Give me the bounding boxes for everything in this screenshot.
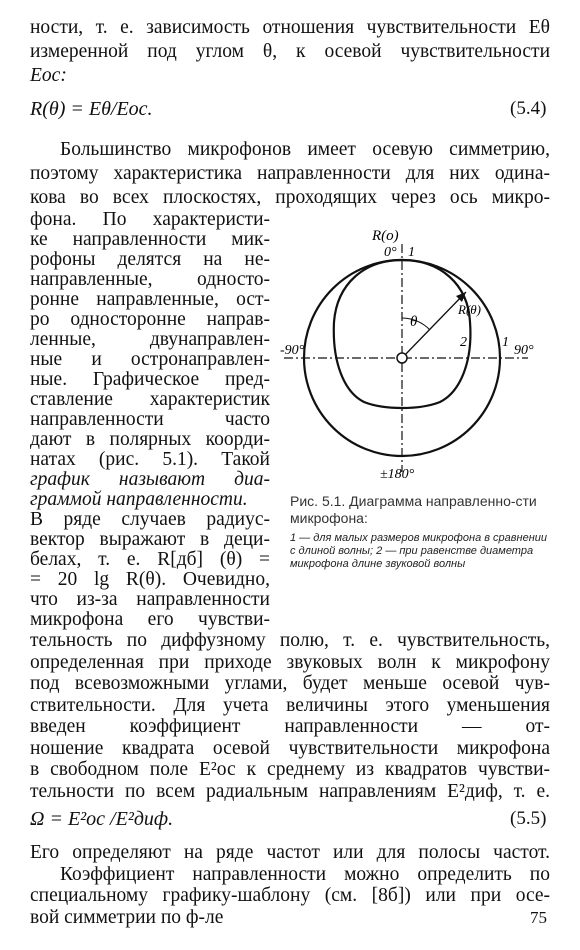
text-line: направленные, односто- [30, 269, 270, 290]
text-line: тельности по всем радиальным направлениям E²диф, т. е. [30, 780, 550, 802]
text-line: вой симметрии по ф-ле [30, 906, 224, 928]
text-line: что из-за направленности [30, 589, 270, 610]
curve-1-label-right: 1 [502, 335, 509, 350]
curve-1-label-top: 1 [408, 245, 415, 260]
curve-2-label: 2 [460, 335, 467, 350]
text-line: измеренной под углом θ, к осевой чувствительности [30, 41, 550, 62]
text-line: натах (рис. 5.1). Такой [30, 449, 270, 470]
text-line: ро односторонне направ- [30, 309, 270, 330]
text-line: тельность по диффузному полю, т. е. чувствительность, [30, 630, 550, 651]
equation-5-4: R(θ) = Eθ/Eос. [30, 98, 153, 120]
text-line: дают в полярных коорди- [30, 429, 270, 450]
label-180: ±180° [380, 467, 415, 482]
text-line: ности, т. е. зависимость отношения чувствительности Eθ [30, 17, 550, 38]
text-line: вектор выражают в деци- [30, 529, 270, 550]
text-line: рофоны делятся на не- [30, 249, 270, 270]
text-line: Большинство микрофонов имеет осевую симметрию, [60, 139, 550, 160]
text-line: ные и остронаправлен- [30, 349, 270, 370]
text-line: ронне направленные, ост- [30, 289, 270, 310]
text-line: ленные, двунаправлен- [30, 329, 270, 350]
text-line: в свободном поле E²ос к среднему из квадратов чувстви- [30, 759, 550, 780]
text-line: граммой направленности. [30, 489, 248, 510]
text-line: фона. По характеристи- [30, 209, 270, 230]
page-number: 75 [530, 908, 547, 927]
text-line: ке направленности мик- [30, 229, 270, 250]
text-span: Eос: [30, 65, 67, 86]
text-line: ствительности. Для учета величины этого уменьшения [30, 694, 550, 716]
directivity-diagram [280, 222, 552, 482]
equation-number: (5.4) [510, 98, 547, 119]
text-line: направленности часто [30, 409, 270, 430]
text-line: введен коэффициент направленности — от- [30, 716, 550, 737]
axis-label: R(о) [372, 228, 399, 244]
text-line: график называют диа- [30, 469, 270, 490]
text-line: В ряде случаев радиус- [30, 509, 270, 530]
text-line [30, 64, 67, 88]
label-minus-90: -90° [280, 343, 305, 358]
text-line: ставление характеристик [30, 389, 270, 410]
text-line: Его определяют на ряде частот или для полосы частот. [30, 842, 550, 863]
label-90: 90° [514, 343, 534, 358]
theta-label: θ [410, 314, 418, 330]
figure-caption-body: 1 — для малых размеров микрофона в сравнении с длиной волны; 2 — при равенстве диаметра микрофона длине звуковой волны [290, 532, 547, 570]
text-line: под всевозможными углами, будет меньше осевой чув- [30, 673, 550, 694]
equation-5-5: Ω = E²ос /E²диф. [30, 808, 174, 830]
text-line: Коэффициент направленности можно определить по [60, 863, 550, 885]
text-line: поэтому характеристика направленности для них одина- [30, 163, 550, 184]
text-line: ношение квадрата осевой чувствительности микрофона [30, 737, 550, 759]
center-mark [397, 353, 407, 363]
label-0-deg: 0° [384, 245, 397, 260]
text-line: ные. Графическое пред- [30, 369, 270, 390]
text-line: кова во всех плоскостях, проходящих через ось микро- [30, 187, 550, 208]
text-line: микрофона его чувстви- [30, 609, 270, 630]
figure-caption-title: Рис. 5.1. Диаграмма направленно-сти микрофона: [290, 493, 537, 526]
text-line: = 20 lg R(θ). Очевидно, [30, 569, 270, 590]
text-line: определенная при приходе звуковых волн к микрофону [30, 651, 550, 673]
text-line: белах, т. е. R[дб] (θ) = [30, 549, 270, 570]
equation-number: (5.5) [510, 808, 547, 829]
text-line: специальному графику-шаблону (см. [8б]) или при осе- [30, 885, 550, 906]
radius-label: R(θ) [458, 302, 481, 317]
